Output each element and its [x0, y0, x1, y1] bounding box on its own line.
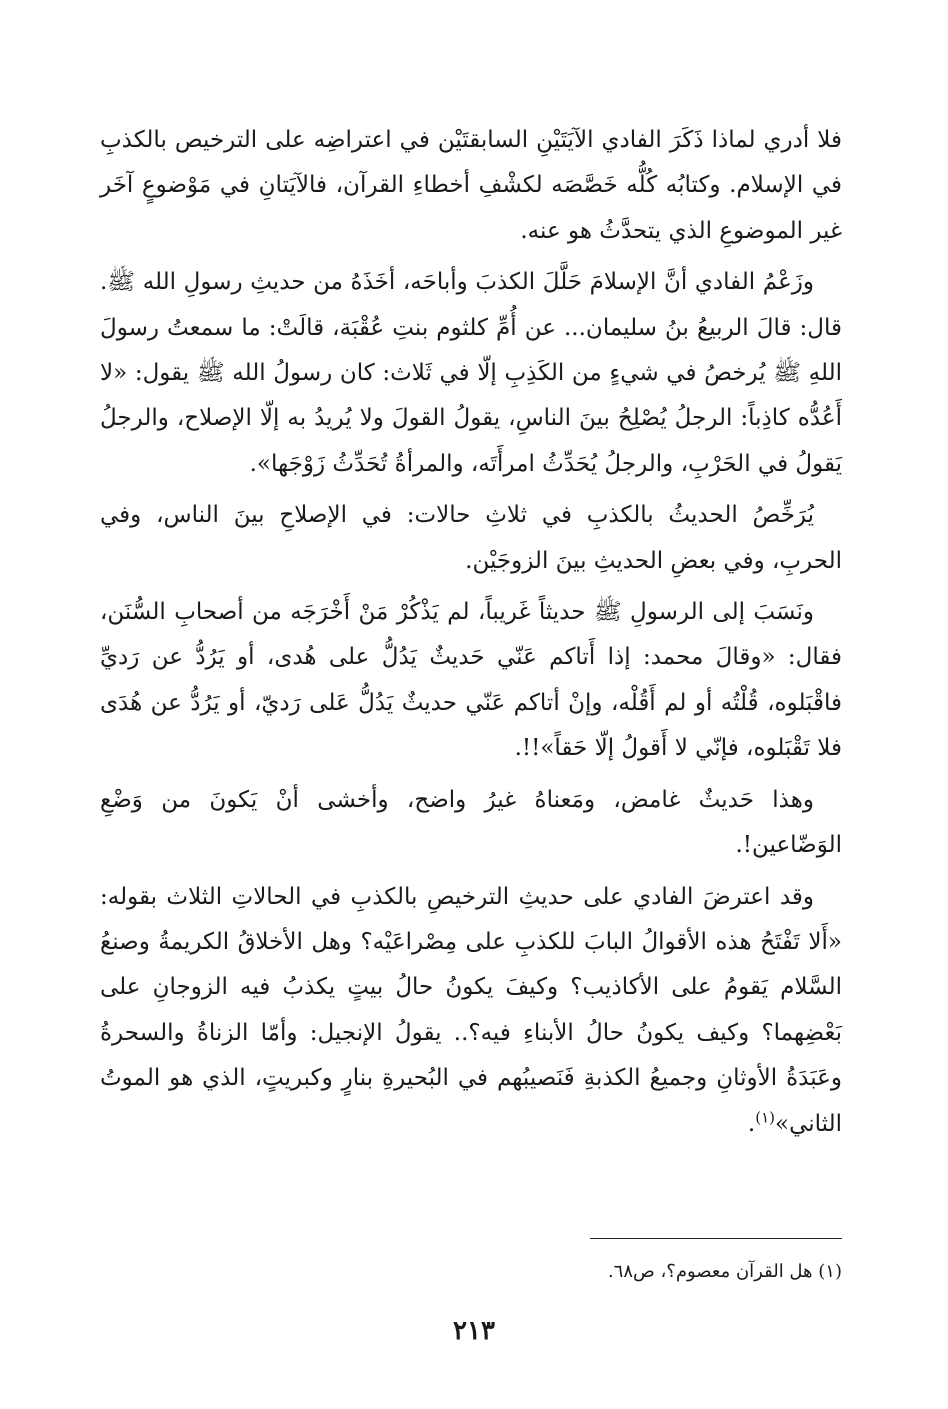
footnote: (١) هل القرآن معصوم؟، ص٦٨. — [607, 1261, 842, 1282]
paragraph-text: وقد اعترضَ الفادي على حديثِ الترخيصِ بالكذبِ في الحالاتِ الثلاث بقوله: «أَلا تَفْتَحُ هذه الأقوالُ البابَ للكذبِ على مِصْراعَيْه؟ وهل الأخلاقُ الكريمةُ وصنعُ السَّلام يَقومُ على الأكاذيب؟ وكيفَ يكونُ حالُ بيتٍ يكذبُ فيه الزوجانِ على بَعْضِهما؟ وكيف يكونُ حالُ الأبناءِ فيه؟.. يقولُ الإنجيل: وأمّا الزناةُ والسحرةُ وعَبَدَةُ الأوثانِ وجميعُ الكذبةِ فَنَصيبُهم في البُحيرةِ بنارٍ وكبريتٍ، الذي هو الموتُ الثاني» — [100, 883, 842, 1137]
paragraph: وهذا حَديثٌ غامض، ومَعناهُ غيرُ واضح، وأخشى أنْ يَكونَ من وَضْعِ الوَضّاعين!. — [100, 786, 842, 859]
paragraph: ونَسَبَ إلى الرسولِ ﷺ حديثاً غَريباً، لم يَذْكُرْ مَنْ أَخْرَجَه من أصحابِ السُّنَن، فقال: «وقالَ محمد: إذا أَتاكم عَنّي حَديثٌ يَدُلُّ على هُدى، أو يَرُدُّ عن رَديِّ فاقْبَلوه، قُلْتُه أو لم أَقُلْه، وإنْ أتاكم عَنّي حديثٌ يَدُلُّ عَلى رَديّ، أو يَرُدُّ عن هُدَى فلا تَقْبَلوه، فإنّي لا أَقولُ إلّا حَقاً»!!. — [100, 599, 842, 762]
paragraph-last — [100, 875, 842, 1147]
body-text — [100, 118, 842, 1153]
paragraph: فلا أدري لماذا ذَكَرَ الفادي الآيَتَيْنِ السابقتَيْن في اعتراضِه على الترخيص بالكذبِ في الإسلام. وكتابُه كُلُّه خَصَّصَه لكشْفِ أخطاءِ القرآن، فالآيَتانِ في مَوْضوعٍ آخَر غير الموضوعِ الذي يتحدَّثُ هو عنه. — [100, 127, 842, 244]
page-number: ٢١٣ — [453, 1316, 495, 1346]
footnote-divider — [590, 1238, 842, 1239]
paragraph: يُرَخِّصُ الحديثُ بالكذبِ في ثلاثِ حالات: في الإصلاحِ بينَ الناس، وفي الحربِ، وفي بعضِ الحديثِ بينَ الزوجَيْن. — [100, 502, 842, 574]
paragraph-end: . — [747, 1110, 756, 1137]
paragraph: وزَعْمُ الفادي أنَّ الإسلامَ حَلَّلَ الكذبَ وأباحَه، أخَذَهُ من حديثِ رسولِ الله ﷺ. قال: قالَ الربيعُ بنُ سليمان... عن أُمِّ كلثوم بنتِ عُقْبَة، قالَتْ: ما سمعتُ رسولَ اللهِ ﷺ يُرخصُ في شيءٍ من الكَذِبِ إلّا في ثَلاث: كان رسولُ الله ﷺ يقول: «لا أَعُدُّه كاذِباً: الرجلُ يُصْلِحُ بينَ الناسِ، يقولُ القولَ ولا يُريدُ به إلّا الإصلاح، والرجلُ يَقولُ في الحَرْبِ، والرجلُ يُحَدِّثُ امرأَتَه، والمرأةُ تُحَدِّثُ زَوْجَها». — [100, 269, 842, 477]
footnote-reference: (١) — [755, 1107, 775, 1126]
